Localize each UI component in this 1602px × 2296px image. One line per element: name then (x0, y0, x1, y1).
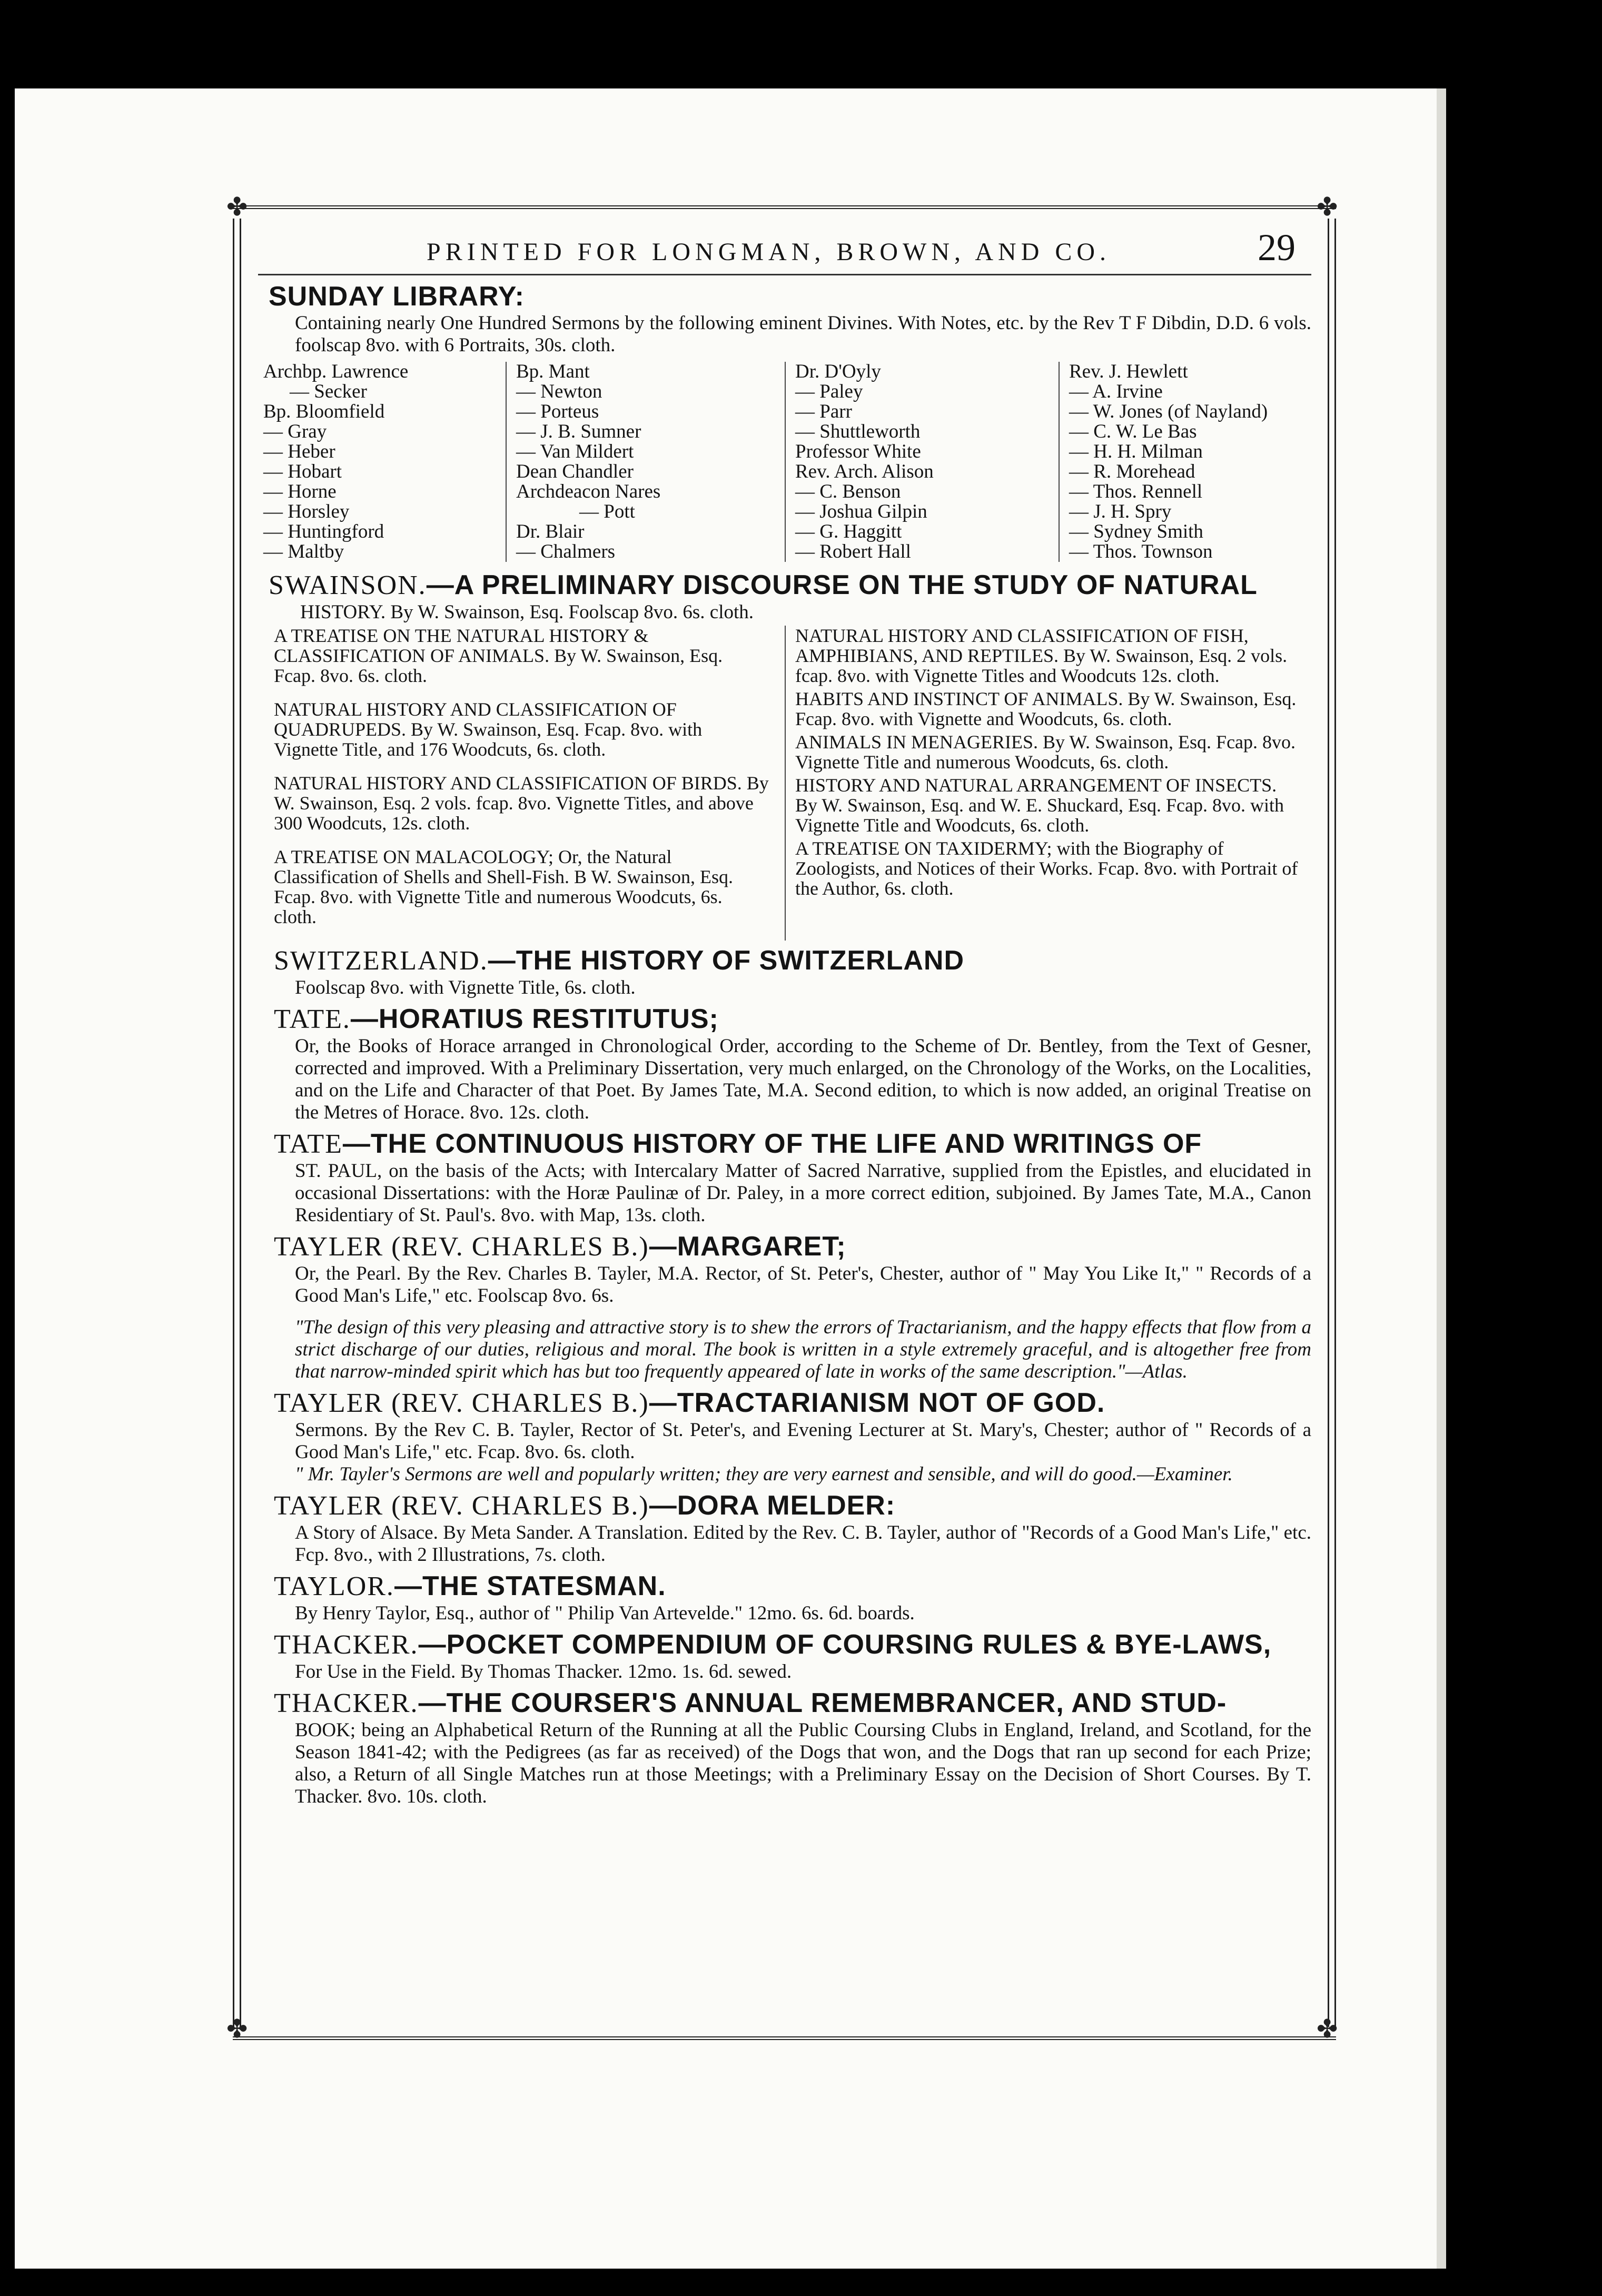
entry-tayler-tractarianism (258, 1387, 1311, 1486)
swainson-work: ANIMALS IN MENAGERIES. By W. Swainson, Esq. Fcap. 8vo. Vignette Title and numerous Woodcuts, 6s. cloth. (795, 731, 1296, 773)
divine: — A. Irvine (1069, 381, 1163, 402)
entry-author: TATE. (274, 1004, 351, 1034)
swainson-work: HISTORY AND NATURAL ARRANGEMENT OF INSECTS. By W. Swainson, Esq. and W. E. Shuckard, Esq. Fcap. 8vo. with Vignette Title and Woodcuts, 6s. cloth. (795, 775, 1284, 836)
entry-taylor-statesman (258, 1570, 1311, 1625)
divine: Rev. J. Hewlett (1069, 361, 1188, 382)
entry-heading (274, 1231, 1311, 1263)
divine: — R. Morehead (1069, 461, 1195, 482)
entry-review-quote: "The design of this very pleasing and attractive story is to shew the errors of Tractarianism, and the happy effects that flow from a strict discharge of our duties, religious and moral. The book is written in a style extremely graceful, and is altogether free from that narrow-minded spirit which has but too frequently appeared of late in works of the same description."—Atlas. (295, 1317, 1311, 1382)
entry-tayler-margaret (258, 1231, 1311, 1383)
entry-swainson (258, 569, 1311, 941)
divine: — C. Benson (795, 481, 901, 502)
swainson-author: SWAINSON. (269, 570, 427, 600)
entry-author: TAYLOR. (274, 1571, 394, 1601)
divine: — Secker (290, 381, 367, 402)
page-content (258, 224, 1311, 1808)
swainson-title: —A PRELIMINARY DISCOURSE ON THE STUDY OF NATURAL (426, 570, 1258, 600)
divine: Dr. Blair (516, 521, 585, 542)
divines-col-3 (785, 362, 1059, 562)
entry-body: Or, the Pearl. By the Rev. Charles B. Tayler, M.A. Rector, of St. Peter's, Chester, author of " May You Like It," " Records of a Good Man's Life," etc. Foolscap 8vo. 6s. (295, 1263, 1311, 1307)
entry-heading (274, 1490, 1311, 1522)
entry-thacker-remembrancer (258, 1687, 1311, 1808)
divine: Dr. D'Oyly (795, 361, 881, 382)
divine: — Paley (795, 381, 863, 402)
divine: — Huntingford (263, 521, 384, 542)
entry-tate-horatius (258, 1003, 1311, 1124)
divine: — Thos. Rennell (1069, 481, 1203, 502)
divines-col-4 (1059, 362, 1311, 562)
entry-switzerland (258, 945, 1311, 999)
divine: — Shuttleworth (795, 421, 921, 442)
divine: Rev. Arch. Alison (795, 461, 934, 482)
divine: — Parr (795, 401, 852, 422)
sunday-title: SUNDAY LIBRARY: (269, 281, 525, 312)
divine: — H. H. Milman (1069, 441, 1203, 462)
divine: — J. H. Spry (1069, 501, 1172, 522)
entry-author: SWITZERLAND. (274, 946, 488, 976)
divine: — Heber (263, 441, 335, 462)
ornament-top-right-icon: ✤ (1317, 193, 1338, 221)
entry-title: —THE STATESMAN. (394, 1571, 666, 1601)
entry-body: For Use in the Field. By Thomas Thacker. 12mo. 1s. 6d. sewed. (295, 1661, 792, 1683)
swainson-works (258, 626, 1311, 941)
entry-author: TAYLER (REV. CHARLES B.) (274, 1388, 649, 1418)
sunday-desc: Containing nearly One Hundred Sermons by the following eminent Divines. With Notes, etc. by the Rev T F Dibdin, D.D. 6 vols. foolscap 8vo. with 6 Portraits, 30s. cloth. (295, 312, 1311, 356)
divine: Bp. Bloomfield (263, 401, 385, 422)
divine: — Sydney Smith (1069, 521, 1203, 542)
divine: Professor White (795, 441, 921, 462)
divine: — Horsley (263, 501, 350, 522)
entry-sunday-library (258, 281, 1311, 562)
divine: — Van Mildert (516, 441, 634, 462)
entry-title: —THE CONTINUOUS HISTORY OF THE LIFE AND WRITINGS OF (342, 1129, 1202, 1159)
divine: — G. Haggitt (795, 521, 902, 542)
entry-title: —THE HISTORY OF SWITZERLAND (488, 945, 964, 976)
entry-heading (274, 945, 1311, 977)
entry-tayler-dora (258, 1490, 1311, 1566)
divine: Dean Chandler (516, 461, 634, 482)
swainson-work: NATURAL HISTORY AND CLASSIFICATION OF QUADRUPEDS. By W. Swainson, Esq. Fcap. 8vo. with Vignette Title, and 176 Woodcuts, 6s. cloth. (274, 699, 703, 760)
swainson-work: A TREATISE ON MALACOLOGY; Or, the Natural Classification of Shells and Shell-Fish. B W. Swainson, Esq. Fcap. 8vo. with Vignette Title and numerous Woodcuts, 6s. cloth. (274, 846, 734, 927)
entry-title: —MARGARET; (649, 1231, 846, 1262)
divine: Bp. Mant (516, 361, 590, 382)
swainson-col-right (785, 626, 1311, 941)
divines-col-1 (258, 362, 506, 562)
divine: — Newton (516, 381, 602, 402)
entry-body: BOOK; being an Alphabetical Return of the Running at all the Public Coursing Clubs in England, Ireland, and Scotland, for the Season 1841-42; with the Pedigrees (as far as received) of the Dogs that won, and the Dogs that ran up second for each Prize; also, a Return of all Single Matches run at those Meetings; with a Preliminary Essay on the Decision of Short Courses. By T. Thacker. 8vo. 10s. cloth. (295, 1719, 1311, 1807)
entry-thacker-compendium (258, 1629, 1311, 1683)
divine: — Porteus (516, 401, 599, 422)
entry-title: —THE COURSER'S ANNUAL REMEMBRANCER, AND STUD- (418, 1688, 1227, 1718)
divine: — Chalmers (516, 541, 616, 562)
ornament-top-left-icon: ✤ (226, 193, 248, 221)
divines-list (258, 362, 1311, 562)
entry-title: —POCKET COMPENDIUM OF COURSING RULES & BYE-LAWS, (418, 1629, 1272, 1660)
entry-heading (274, 1128, 1311, 1160)
swainson-work: A TREATISE ON TAXIDERMY; with the Biography of Zoologists, and Notices of their Works. Fcap. 8vo. with Portrait of the Author, 6s. cloth. (795, 838, 1298, 899)
binding-strip (1437, 88, 1446, 2269)
running-head-text: PRINTED FOR LONGMAN, BROWN, AND CO. (427, 238, 1111, 266)
swainson-work: A TREATISE ON THE NATURAL HISTORY & CLASSIFICATION OF ANIMALS. By W. Swainson, Esq. Fcap. 8vo. 6s. cloth. (274, 625, 723, 686)
divines-col-2 (506, 362, 785, 562)
ornament-bottom-left-icon: ✤ (226, 2015, 248, 2043)
divine: Archdeacon Nares (516, 481, 661, 502)
entry-body: By Henry Taylor, Esq., author of " Philip Van Artevelde." 12mo. 6s. 6d. boards. (295, 1602, 915, 1624)
entry-body: ST. PAUL, on the basis of the Acts; with Intercalary Matter of Sacred Narrative, supplied from the Epistles, and elucidated in occasional Dissertations: with the Horæ Paulinæ of Dr. Paley, in a more correct edition, subjoined. By James Tate, M.A., Canon Residentiary of St. Paul's. 8vo. with Map, 13s. cloth. (295, 1160, 1311, 1226)
divine: — W. Jones (of Nayland) (1069, 401, 1268, 422)
entry-review-quote: " Mr. Tayler's Sermons are well and popularly written; they are very earnest and sensible, and will do good.—Examiner. (295, 1463, 1233, 1485)
divine: — Pott (579, 501, 635, 522)
swainson-heading (269, 569, 1311, 601)
entry-body: A Story of Alsace. By Meta Sander. A Translation. Edited by the Rev. C. B. Tayler, author of "Records of a Good Man's Life," etc. Fcp. 8vo., with 2 Illustrations, 7s. cloth. (295, 1522, 1311, 1566)
entry-body: Foolscap 8vo. with Vignette Title, 6s. cloth. (295, 977, 636, 998)
divine: — Gray (263, 421, 327, 442)
entry-author: TAYLER (REV. CHARLES B.) (274, 1232, 649, 1262)
entry-author: TATE (274, 1129, 343, 1159)
entry-heading (274, 1687, 1311, 1719)
divine: — J. B. Sumner (516, 421, 641, 442)
entry-heading (274, 1570, 1311, 1602)
entry-title: —TRACTARIANISM NOT OF GOD. (649, 1388, 1105, 1418)
divine: Archbp. Lawrence (263, 361, 409, 382)
entry-body: Or, the Books of Horace arranged in Chronological Order, according to the Scheme of Dr. Bentley, from the Text of Gesner, corrected and improved. With a Preliminary Dissertation, very much enlarged, on the Chronology of the Works, on the Localities, and on the Life and Character of that Poet. By James Tate, M.A. Second edition, to which is now added, an original Treatise on the Metres of Horace. 8vo. 12s. cloth. (295, 1035, 1311, 1123)
entry-author: THACKER. (274, 1630, 419, 1660)
divine: — Thos. Townson (1069, 541, 1213, 562)
divine: — Maltby (263, 541, 344, 562)
entry-heading (274, 1629, 1311, 1661)
swainson-work: NATURAL HISTORY AND CLASSIFICATION OF BIRDS. By W. Swainson, Esq. 2 vols. fcap. 8vo. Vignette Titles, and above 300 Woodcuts, 12s. cloth. (274, 773, 769, 834)
running-head (258, 224, 1311, 275)
swainson-desc: HISTORY. By W. Swainson, Esq. Foolscap 8vo. 6s. cloth. (300, 601, 754, 623)
entry-tate-paul (258, 1128, 1311, 1226)
entry-author: THACKER. (274, 1688, 419, 1718)
entry-heading (274, 1387, 1311, 1419)
entry-body: Sermons. By the Rev C. B. Tayler, Rector of St. Peter's, and Evening Lecturer at St. Mary's, Chester; author of " Records of a Good Man's Life," etc. Fcap. 8vo. 6s. cloth. (295, 1419, 1311, 1463)
divine: — Hobart (263, 461, 342, 482)
page-number: 29 (1258, 226, 1296, 269)
entry-title: —DORA MELDER: (649, 1490, 896, 1521)
swainson-work: NATURAL HISTORY AND CLASSIFICATION OF FISH, AMPHIBIANS, AND REPTILES. By W. Swainson, Esq. 2 vols. fcap. 8vo. with Vignette Titles and Woodcuts 12s. cloth. (795, 625, 1288, 686)
swainson-work: HABITS AND INSTINCT OF ANIMALS. By W. Swainson, Esq. Fcap. 8vo. with Vignette and Woodcuts, 6s. cloth. (795, 688, 1297, 729)
divine: — Robert Hall (795, 541, 911, 562)
divine: — Joshua Gilpin (795, 501, 927, 522)
ornament-bottom-right-icon: ✤ (1317, 2015, 1338, 2043)
entry-heading (274, 1003, 1311, 1035)
divine: — Horne (263, 481, 337, 502)
entry-title: —HORATIUS RESTITUTUS; (350, 1004, 719, 1034)
swainson-col-left (258, 626, 785, 941)
divine: — C. W. Le Bas (1069, 421, 1197, 442)
entry-author: TAYLER (REV. CHARLES B.) (274, 1491, 649, 1521)
